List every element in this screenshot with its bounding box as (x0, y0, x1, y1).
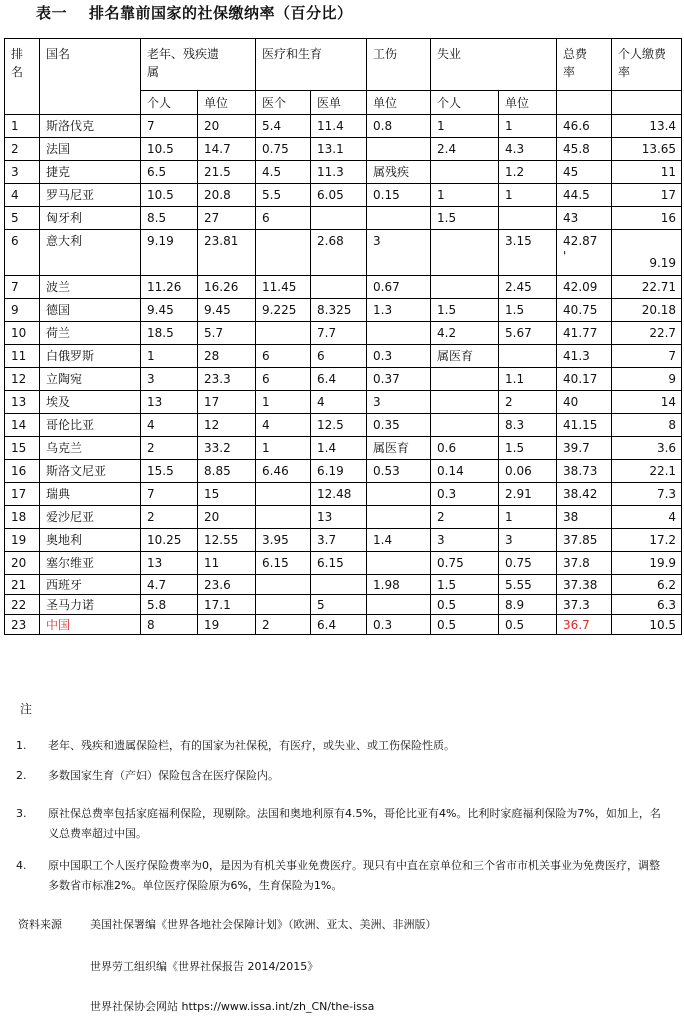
rate-cell: 38.42 (557, 483, 612, 506)
note-number: 3. (16, 807, 27, 820)
header-pension: 老年、残疾遗属 (141, 39, 256, 91)
rate-cell: 23.81 (198, 230, 256, 276)
rate-cell (431, 391, 499, 414)
table-title (36, 2, 353, 23)
rate-cell: 3 (499, 529, 557, 552)
rank-cell: 9 (5, 299, 40, 322)
table-caption: 排名靠前国家的社保缴纳率（百分比） (89, 4, 353, 22)
rate-cell: 1.5 (431, 575, 499, 595)
note-number: 4. (16, 859, 27, 872)
rate-cell: 0.6 (431, 437, 499, 460)
rate-cell (256, 595, 311, 615)
country-cell: 爱沙尼亚 (40, 506, 141, 529)
rank-cell: 21 (5, 575, 40, 595)
rate-cell: 0.3 (431, 483, 499, 506)
table-row (5, 552, 682, 575)
rate-cell: 0.75 (431, 552, 499, 575)
note-text: 多数国家生育（产妇）保险包含在医疗保险内。 (48, 769, 279, 782)
rate-cell: 4 (311, 391, 367, 414)
table-row (5, 391, 682, 414)
subheader-injury-employer: 单位 (367, 91, 431, 115)
rate-cell: 2.4 (431, 138, 499, 161)
rate-cell (367, 595, 431, 615)
rate-cell: 2 (141, 437, 198, 460)
country-cell: 埃及 (40, 391, 141, 414)
rate-cell: 5.5 (256, 184, 311, 207)
rate-cell: 13 (141, 552, 198, 575)
table-row (5, 529, 682, 552)
rank-cell: 23 (5, 615, 40, 635)
country-cell: 奥地利 (40, 529, 141, 552)
rate-cell: 3 (141, 368, 198, 391)
subheader-unemployment-employer: 单位 (499, 91, 557, 115)
rate-cell: 属医育 (431, 345, 499, 368)
table-row (5, 322, 682, 345)
rate-cell: 0.5 (431, 595, 499, 615)
rate-cell: 6 (256, 207, 311, 230)
country-cell: 波兰 (40, 276, 141, 299)
rate-cell: 44.5 (557, 184, 612, 207)
rate-cell: 1 (256, 437, 311, 460)
rate-cell: 11.45 (256, 276, 311, 299)
table-row (5, 345, 682, 368)
rate-cell (367, 552, 431, 575)
rate-cell: 6.05 (311, 184, 367, 207)
rate-cell: 2.68 (311, 230, 367, 276)
rank-cell: 5 (5, 207, 40, 230)
rate-cell (367, 483, 431, 506)
rate-cell: 0.35 (367, 414, 431, 437)
header-row-1 (5, 39, 682, 91)
rate-cell: 属残疾 (367, 161, 431, 184)
note-number: 1. (16, 739, 27, 752)
rate-cell (367, 207, 431, 230)
rate-cell: 0.5 (431, 615, 499, 635)
rank-cell: 4 (5, 184, 40, 207)
rate-cell: 40.17 (557, 368, 612, 391)
rank-cell: 15 (5, 437, 40, 460)
rate-cell: 4.7 (141, 575, 198, 595)
country-cell: 斯洛伐克 (40, 115, 141, 138)
table-row (5, 207, 682, 230)
header-country: 国名 (40, 39, 141, 115)
rate-cell: 8.9 (499, 595, 557, 615)
rate-cell: 13.65 (612, 138, 682, 161)
rate-cell: 42.09 (557, 276, 612, 299)
country-cell: 圣马力诺 (40, 595, 141, 615)
rate-cell: 20 (198, 506, 256, 529)
table-row (5, 437, 682, 460)
subheader-medical-personal: 医个 (256, 91, 311, 115)
rate-cell (311, 276, 367, 299)
note-text: 老年、残疾和遗属保险栏，有的国家为社保税，有医疗，或失业、或工伤保险性质。 (48, 739, 455, 752)
rate-cell: 18.5 (141, 322, 198, 345)
table-label: 表一 (36, 4, 68, 22)
rate-cell: 37.85 (557, 529, 612, 552)
table-row (5, 368, 682, 391)
rate-cell: 9 (612, 368, 682, 391)
rank-cell: 2 (5, 138, 40, 161)
source-item: 世界劳工组织编《世界社保报告 2014/2015》 (90, 960, 319, 973)
rate-cell: 38.73 (557, 460, 612, 483)
rate-cell: 3.15 (499, 230, 557, 276)
rate-cell: 4 (141, 414, 198, 437)
rate-cell: 2 (256, 615, 311, 635)
rate-cell: 6 (311, 345, 367, 368)
rate-cell: 36.7 (557, 615, 612, 635)
rate-cell: 1 (256, 391, 311, 414)
rate-cell: 4.3 (499, 138, 557, 161)
rate-cell: 11.26 (141, 276, 198, 299)
table-row (5, 161, 682, 184)
rate-cell: 1.2 (499, 161, 557, 184)
rate-cell (431, 230, 499, 276)
rate-cell: 7.3 (612, 483, 682, 506)
rate-cell: 3.95 (256, 529, 311, 552)
rate-cell: 1.4 (367, 529, 431, 552)
rate-cell: 17 (612, 184, 682, 207)
rate-cell (256, 575, 311, 595)
table-row (5, 575, 682, 595)
rate-cell: 1 (499, 184, 557, 207)
rate-cell: 20.18 (612, 299, 682, 322)
country-cell: 白俄罗斯 (40, 345, 141, 368)
country-cell: 捷克 (40, 161, 141, 184)
rate-cell: 45 (557, 161, 612, 184)
rate-cell: 5.67 (499, 322, 557, 345)
rate-cell: 41.77 (557, 322, 612, 345)
rate-cell: 7 (612, 345, 682, 368)
rate-cell: 11 (198, 552, 256, 575)
rate-cell: 6.15 (256, 552, 311, 575)
country-cell: 德国 (40, 299, 141, 322)
rate-cell: 40.75 (557, 299, 612, 322)
rate-cell: 23.6 (198, 575, 256, 595)
rate-cell: 3 (367, 230, 431, 276)
rate-cell: 0.37 (367, 368, 431, 391)
rate-cell: 0.53 (367, 460, 431, 483)
rate-cell: 9.225 (256, 299, 311, 322)
rate-cell: 2.91 (499, 483, 557, 506)
rate-cell: 14.7 (198, 138, 256, 161)
rate-cell (256, 506, 311, 529)
rate-cell (499, 345, 557, 368)
rate-cell: 13.1 (311, 138, 367, 161)
rate-cell (256, 230, 311, 276)
rate-cell: 1.5 (499, 299, 557, 322)
rate-cell (311, 207, 367, 230)
rate-cell: 42.87 ' (557, 230, 612, 276)
rank-cell: 17 (5, 483, 40, 506)
rate-cell: 6.4 (311, 368, 367, 391)
rank-cell: 6 (5, 230, 40, 276)
rate-cell: 13 (141, 391, 198, 414)
rate-cell: 27 (198, 207, 256, 230)
rate-cell: 22.1 (612, 460, 682, 483)
rate-cell: 6.3 (612, 595, 682, 615)
rank-cell: 18 (5, 506, 40, 529)
note-text: 原中国职工个人医疗保险费率为0，是因为有机关事业免费医疗。现只有中直在京单位和三个省市市机关事业为免费医疗，调整多数省市标准2%。单位医疗保险原为6%，生育保险为1%。 (48, 859, 660, 892)
subheader-unemployment-personal: 个人 (431, 91, 499, 115)
rate-cell: 8.5 (141, 207, 198, 230)
social-security-table (4, 38, 682, 635)
country-cell: 法国 (40, 138, 141, 161)
rate-cell: 17 (198, 391, 256, 414)
rate-cell: 1.3 (367, 299, 431, 322)
rate-cell: 37.8 (557, 552, 612, 575)
country-cell: 西班牙 (40, 575, 141, 595)
rate-cell: 41.3 (557, 345, 612, 368)
rate-cell: 38 (557, 506, 612, 529)
country-cell: 哥伦比亚 (40, 414, 141, 437)
subheader-medical-employer: 医单 (311, 91, 367, 115)
rate-cell: 9.45 (141, 299, 198, 322)
rate-cell: 11.3 (311, 161, 367, 184)
rate-cell: 1 (431, 115, 499, 138)
rate-cell: 8 (612, 414, 682, 437)
rank-cell: 19 (5, 529, 40, 552)
rate-cell: 6.19 (311, 460, 367, 483)
rate-cell: 12.48 (311, 483, 367, 506)
rank-cell: 12 (5, 368, 40, 391)
country-cell: 立陶宛 (40, 368, 141, 391)
subheader-pension-personal: 个人 (141, 91, 198, 115)
rate-cell: 16.26 (198, 276, 256, 299)
rate-cell: 0.3 (367, 615, 431, 635)
table-row (5, 506, 682, 529)
rate-cell: 1 (431, 184, 499, 207)
rate-cell: 3 (431, 529, 499, 552)
country-cell: 罗马尼亚 (40, 184, 141, 207)
rate-cell: 4 (612, 506, 682, 529)
rate-cell: 6.15 (311, 552, 367, 575)
rate-cell: 7 (141, 483, 198, 506)
rate-cell (256, 322, 311, 345)
sources-label: 资料来源 (18, 918, 62, 931)
rate-cell: 5.7 (198, 322, 256, 345)
rate-cell (499, 207, 557, 230)
rate-cell: 14 (612, 391, 682, 414)
rate-cell: 6 (256, 368, 311, 391)
rate-cell (431, 414, 499, 437)
header-injury: 工伤 (367, 39, 431, 91)
rate-cell: 12.55 (198, 529, 256, 552)
rank-cell: 7 (5, 276, 40, 299)
table-row (5, 595, 682, 615)
rate-cell: 28 (198, 345, 256, 368)
rate-cell: 6 (256, 345, 311, 368)
country-cell: 意大利 (40, 230, 141, 276)
rate-cell: 4 (256, 414, 311, 437)
rate-cell: 13.4 (612, 115, 682, 138)
rate-cell: 0.14 (431, 460, 499, 483)
rate-cell: 5 (311, 595, 367, 615)
rank-cell: 11 (5, 345, 40, 368)
rate-cell: 8.3 (499, 414, 557, 437)
header-medical: 医疗和生育 (256, 39, 367, 91)
table-row (5, 483, 682, 506)
rate-cell: 11.4 (311, 115, 367, 138)
source-item: 美国社保署编《世界各地社会保障计划》（欧洲、亚太、美洲、非洲版） (90, 918, 437, 931)
rate-cell: 13 (311, 506, 367, 529)
rate-cell: 10.5 (612, 615, 682, 635)
rate-cell: 3 (367, 391, 431, 414)
rate-cell: 4.2 (431, 322, 499, 345)
rate-cell: 11 (612, 161, 682, 184)
table-row (5, 414, 682, 437)
rate-cell: 9.19 (612, 230, 682, 276)
rate-cell: 4.5 (256, 161, 311, 184)
header-unemployment: 失业 (431, 39, 557, 91)
table-row (5, 115, 682, 138)
rate-cell: 1.5 (499, 437, 557, 460)
rank-cell: 3 (5, 161, 40, 184)
rate-cell: 8.85 (198, 460, 256, 483)
table-row (5, 230, 682, 276)
rate-cell: 1.98 (367, 575, 431, 595)
rate-cell: 19 (198, 615, 256, 635)
rate-cell: 8.325 (311, 299, 367, 322)
rate-cell: 1.1 (499, 368, 557, 391)
rate-cell: 属医育 (367, 437, 431, 460)
rate-cell: 6.4 (311, 615, 367, 635)
rate-cell: 0.15 (367, 184, 431, 207)
rate-cell: 17.2 (612, 529, 682, 552)
rate-cell: 21.5 (198, 161, 256, 184)
rate-cell (367, 506, 431, 529)
rate-cell: 1 (141, 345, 198, 368)
rate-cell: 5.55 (499, 575, 557, 595)
rate-cell: 3.7 (311, 529, 367, 552)
country-cell: 塞尔维亚 (40, 552, 141, 575)
rate-cell (311, 575, 367, 595)
rate-cell (256, 483, 311, 506)
rate-cell: 19.9 (612, 552, 682, 575)
rate-cell: 10.25 (141, 529, 198, 552)
table-row (5, 276, 682, 299)
rate-cell (367, 322, 431, 345)
rank-cell: 22 (5, 595, 40, 615)
rate-cell: 16 (612, 207, 682, 230)
rate-cell: 1.5 (431, 207, 499, 230)
table-row (5, 460, 682, 483)
rate-cell: 0.06 (499, 460, 557, 483)
table-row (5, 299, 682, 322)
rank-cell: 13 (5, 391, 40, 414)
rate-cell (367, 138, 431, 161)
rate-cell: 40 (557, 391, 612, 414)
table-row (5, 184, 682, 207)
rate-cell: 1 (499, 506, 557, 529)
rank-cell: 1 (5, 115, 40, 138)
rate-cell: 9.19 (141, 230, 198, 276)
rate-cell (431, 368, 499, 391)
rate-cell: 6.2 (612, 575, 682, 595)
rate-cell: 7 (141, 115, 198, 138)
rate-cell: 46.6 (557, 115, 612, 138)
rate-cell: 2.45 (499, 276, 557, 299)
rate-cell: 5.8 (141, 595, 198, 615)
rate-cell: 37.38 (557, 575, 612, 595)
rank-cell: 14 (5, 414, 40, 437)
country-cell: 中国 (40, 615, 141, 635)
rate-cell: 33.2 (198, 437, 256, 460)
country-cell: 荷兰 (40, 322, 141, 345)
rate-cell: 0.75 (256, 138, 311, 161)
country-cell: 匈牙利 (40, 207, 141, 230)
note-number: 2. (16, 769, 27, 782)
rate-cell: 22.7 (612, 322, 682, 345)
rate-cell: 20.8 (198, 184, 256, 207)
rate-cell: 15 (198, 483, 256, 506)
rate-cell: 0.75 (499, 552, 557, 575)
rate-cell: 37.3 (557, 595, 612, 615)
rate-cell: 9.45 (198, 299, 256, 322)
rate-cell: 10.5 (141, 184, 198, 207)
rate-cell: 2 (499, 391, 557, 414)
rate-cell: 6.5 (141, 161, 198, 184)
subheader-pension-employer: 单位 (198, 91, 256, 115)
notes-label: 注 (20, 702, 33, 716)
rate-cell: 5.4 (256, 115, 311, 138)
rank-cell: 16 (5, 460, 40, 483)
note-text: 原社保总费率包括家庭福利保险，现剔除。法国和奥地利原有4.5%，哥伦比亚有4%。比利时家庭福利保险为7%，如加上，名义总费率超过中国。 (48, 807, 661, 840)
rate-cell: 23.3 (198, 368, 256, 391)
rate-cell: 22.71 (612, 276, 682, 299)
country-cell: 瑞典 (40, 483, 141, 506)
source-item: 世界社保协会网站 https://www.issa.int/zh_CN/the-issa (90, 1000, 375, 1013)
table-row (5, 138, 682, 161)
rate-cell: 1.4 (311, 437, 367, 460)
country-cell: 乌克兰 (40, 437, 141, 460)
rate-cell: 1 (499, 115, 557, 138)
table-body (5, 115, 682, 635)
rate-cell: 0.3 (367, 345, 431, 368)
rate-cell: 20 (198, 115, 256, 138)
rate-cell: 2 (431, 506, 499, 529)
header-personal-rate: 个人缴费率 (612, 39, 682, 91)
rate-cell: 43 (557, 207, 612, 230)
rate-cell: 17.1 (198, 595, 256, 615)
header-total-rate: 总费率 (557, 39, 612, 91)
rate-cell: 10.5 (141, 138, 198, 161)
table-row (5, 615, 682, 635)
rate-cell: 2 (141, 506, 198, 529)
rate-cell: 12.5 (311, 414, 367, 437)
rate-cell (431, 161, 499, 184)
rate-cell: 7.7 (311, 322, 367, 345)
rate-cell: 0.5 (499, 615, 557, 635)
rate-cell: 0.8 (367, 115, 431, 138)
rate-cell: 12 (198, 414, 256, 437)
rate-cell: 1.5 (431, 299, 499, 322)
rank-cell: 10 (5, 322, 40, 345)
country-cell: 斯洛文尼亚 (40, 460, 141, 483)
rate-cell: 8 (141, 615, 198, 635)
rate-cell: 45.8 (557, 138, 612, 161)
rate-cell: 15.5 (141, 460, 198, 483)
rate-cell (431, 276, 499, 299)
rank-cell: 20 (5, 552, 40, 575)
rate-cell: 0.67 (367, 276, 431, 299)
rate-cell: 6.46 (256, 460, 311, 483)
rate-cell: 41.15 (557, 414, 612, 437)
rate-cell: 39.7 (557, 437, 612, 460)
rate-cell: 3.6 (612, 437, 682, 460)
header-rank: 排名 (5, 39, 40, 115)
